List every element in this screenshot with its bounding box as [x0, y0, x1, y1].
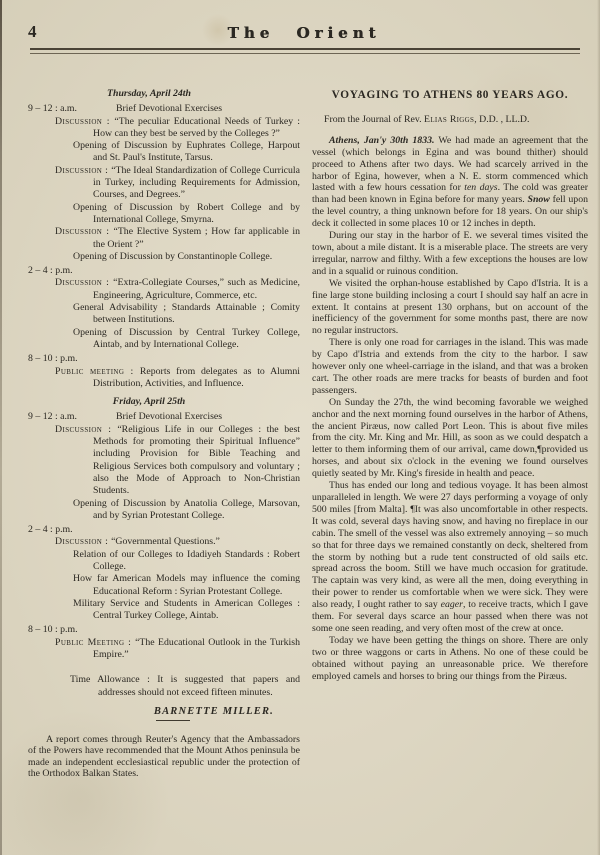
schedule-time: [28, 624, 300, 636]
schedule-allowance: Time Allowance : It is suggested that papers and addresses should not exceed fifteen minutes.: [70, 674, 300, 698]
schedule-opening: How far American Models may influence the coming Educational Reform : Syrian Protestant College.: [73, 573, 300, 597]
schedule-disc: Discussion : “The peculiar Educational Needs of Turkey : How can they best be served by the Colleges ?”: [55, 115, 300, 139]
schedule-disc: Discussion : “Religious Life in our Colleges : the best Methods for promoting their Spiritual Influence” including Provision for Bible Teaching and Religious Services both compulsory and voluntary ; also the Mode of Approach to Non-Christian Students.: [55, 423, 300, 497]
article-byline: [312, 114, 588, 126]
schedule-opening: Opening of Discussion by Anatolia College, Marsovan, and by Syrian Protestant College.: [73, 497, 300, 521]
article-paragraph: [312, 635, 588, 683]
header-rule: [30, 48, 580, 54]
item-label: Discussion :: [55, 536, 112, 548]
left-column: [28, 82, 300, 779]
text-segment: . The cold was greater than had been known in Egina before for many years.: [312, 182, 588, 206]
article-paragraph: [312, 278, 588, 338]
item-label: Discussion :: [55, 277, 114, 289]
signature: BARNETTE MILLER.: [28, 706, 300, 718]
article-paragraph: [312, 230, 588, 278]
time-label: 9 – 12 : a.m.: [28, 411, 77, 423]
schedule-disc: Discussion : “Governmental Questions.”: [55, 536, 220, 548]
page-body: [28, 82, 586, 779]
time-activity: Brief Devotional Exercises: [116, 103, 223, 115]
schedule-date-heading: Friday, April 25th: [112, 396, 186, 408]
text-segment: We visited the orphan-house established by Capo d'Istria. It is a fine large stone building inclosing a court I should say half an acre in extent. It contains at present 130 orphans, but on account of the inefficiency of the government for some months past, there are now no regular instructors.: [312, 277, 588, 337]
schedule-time: [28, 353, 300, 365]
scan-left-edge: [0, 0, 2, 855]
schedule-disc: Discussion : “Extra-Collegiate Courses,” such as Medicine, Engineering, Agriculture, Commerce, etc.: [55, 277, 300, 301]
schedule-opening: Opening of Discussion by Robert College and by International College, Smyrna.: [73, 201, 300, 225]
schedule-opening: Opening of Discussion by Euphrates College, Harpout and St. Paul's Institute, Tarsus.: [73, 140, 300, 164]
schedule-opening: General Advisability ; Standards Attainable ; Comity between Institutions.: [73, 302, 300, 326]
text-segment: From the Journal of Rev.: [324, 113, 425, 125]
schedule-disc: Discussion : “The Elective System ; How far applicable in the Orient ?”: [55, 226, 301, 250]
text-segment: fell upon the level country, a thing unknown before for 18 years. On our ship's deck it collected in some places 10 or 12 inches in depth.: [312, 194, 588, 230]
schedule-time: [28, 265, 300, 277]
time-label: 2 – 4 : p.m.: [28, 265, 73, 277]
schedule-disc: Discussion : “The Ideal Standardization of College Curricula in Turkey, including Requirements for Admission, Courses, and Degrees.”: [55, 164, 300, 201]
schedule-time: [28, 411, 300, 423]
page-number: 4: [28, 22, 37, 41]
schedule-list: [28, 88, 300, 779]
text-segment: , D.D. , LL.D.: [474, 113, 530, 125]
item-label: Discussion :: [55, 164, 112, 176]
item-label: Public meeting :: [55, 365, 140, 377]
article-title: VOYAGING TO ATHENS 80 YEARS AGO.: [331, 89, 569, 101]
time-label: 2 – 4 : p.m.: [28, 524, 73, 536]
text-segment: Today we have been getting the things on shore. There are only two or three waggons or carts in Athens. No one of these could be obtained without paying an unreasonable price. We therefore employed camels and horses to bring our things from the Piræus.: [312, 634, 588, 682]
text-segment: Athens, Jan'y 30th 1833.: [329, 134, 435, 146]
text-segment: We had made an agreement that the vessel (which belongs in Egina and was bound thither) should proceed to Athens after two days. We had scarcely arrived in the harbor of Egina, however, when a N. E. storm commenced which lasted with a few hours cessation for: [312, 134, 588, 194]
schedule-opening: Relation of our Colleges to Idadiyeh Standards : Robert College.: [73, 548, 300, 572]
time-label: 8 – 10 : p.m.: [28, 624, 78, 636]
schedule-opening: Opening of Discussion by Constantinople College.: [73, 250, 273, 262]
schedule-time: [28, 103, 300, 115]
article-paragraph: [312, 397, 588, 480]
item-label: Discussion :: [55, 115, 115, 127]
schedule-time: [28, 524, 300, 536]
time-activity: Brief Devotional Exercises: [116, 411, 223, 423]
text-segment: Thus has ended our long and tedious voyage. It has been almost unparalleled in length. We were 27 days performing a voyage of only 500 miles [from Malta]. ¶It was also uncomfortable in other respects. It was cold, several days having snow, and having no fireplace in our cabin. The smell of the vessel was also extremely annoying – so much so that for three days we remained constantly on deck, sheltered from the storm by nothing but a rude tent constructed of old sails etc. spread across the boom. Still we have much occasion for gratitude. The captain was very kind, as were all the men, doing everything in their power to render us comfortable when we were sick. They were also ready, I ought rather to say: [312, 480, 588, 611]
page-header: [28, 0, 580, 58]
time-label: 9 – 12 : a.m.: [28, 103, 77, 115]
schedule-opening: Opening of Discussion by Central Turkey College, Aintab, and by International College.: [73, 326, 300, 350]
item-label: Public Meeting :: [55, 636, 136, 648]
article-paragraph: [312, 480, 588, 635]
item-label: Discussion :: [55, 423, 118, 435]
text-segment: During our stay in the harbor of E. we several times visited the town, about a mile distant. It is a miserable place. The streets are very irregular, narrow and filthy. With a few exceptions the houses are low and in a squalid or ruinous condition.: [312, 230, 588, 277]
item-label: Discussion :: [55, 226, 114, 238]
text-segment: ten days: [464, 182, 498, 194]
schedule-opening: Military Service and Students in American Colleges : Central Turkey College, Aintab.: [73, 597, 300, 622]
text-segment: Snow: [527, 194, 550, 206]
text-segment: eager: [440, 599, 463, 611]
text-segment: Elias Riggs: [424, 113, 475, 125]
article-body: [312, 135, 588, 683]
right-column: [312, 82, 588, 779]
schedule-date-heading: Thursday, April 24th: [107, 88, 191, 99]
schedule-disc: Public meeting : Reports from delegates as to Alumni Distribution, Activities, and Influence.: [55, 365, 301, 389]
text-segment: On Sunday the 27th, the wind becoming favorable we weighed anchor and the next morning found ourselves in the harbor of Athens, the ancient Piræus, now called Port Leon. This is about five miles from the city. Mr. King and Mr. Hill, as soon as we could despatch a letter to them informing them of our arrival, came down,¶provided us horses, and about six o'clock in the evening we found ourselves quietly seated by Mr. King's fireside in health and peace.: [312, 396, 588, 480]
time-label: 8 – 10 : p.m.: [28, 353, 78, 365]
schedule-paragraph: A report comes through Reuter's Agency that the Ambassadors of the Powers have recommended that the Mount Athos peninsula be made an independent ecclesiastical republic under the protection of the Orthodox Balkan States.: [28, 734, 300, 779]
article-paragraph: [312, 135, 588, 230]
article-paragraph: [312, 337, 588, 397]
schedule-disc: Public Meeting : “The Educational Outlook in the Turkish Empire.”: [55, 636, 300, 661]
text-segment: , to receive tracts, which I gave them. For several days scarce an hour passed when there was not some one seen reading, and very often most of the crew at once.: [312, 599, 588, 634]
text-segment: There is only one road for carriages in the island. This was made by Capo d'Istria and extends from the city to the harbor. I saw however only one wheel-carriage in the island, and that was a broken cart. The other roads are mere tracks for beasts of burden and foot passengers.: [312, 337, 588, 396]
masthead-title: The Orient: [227, 24, 381, 42]
